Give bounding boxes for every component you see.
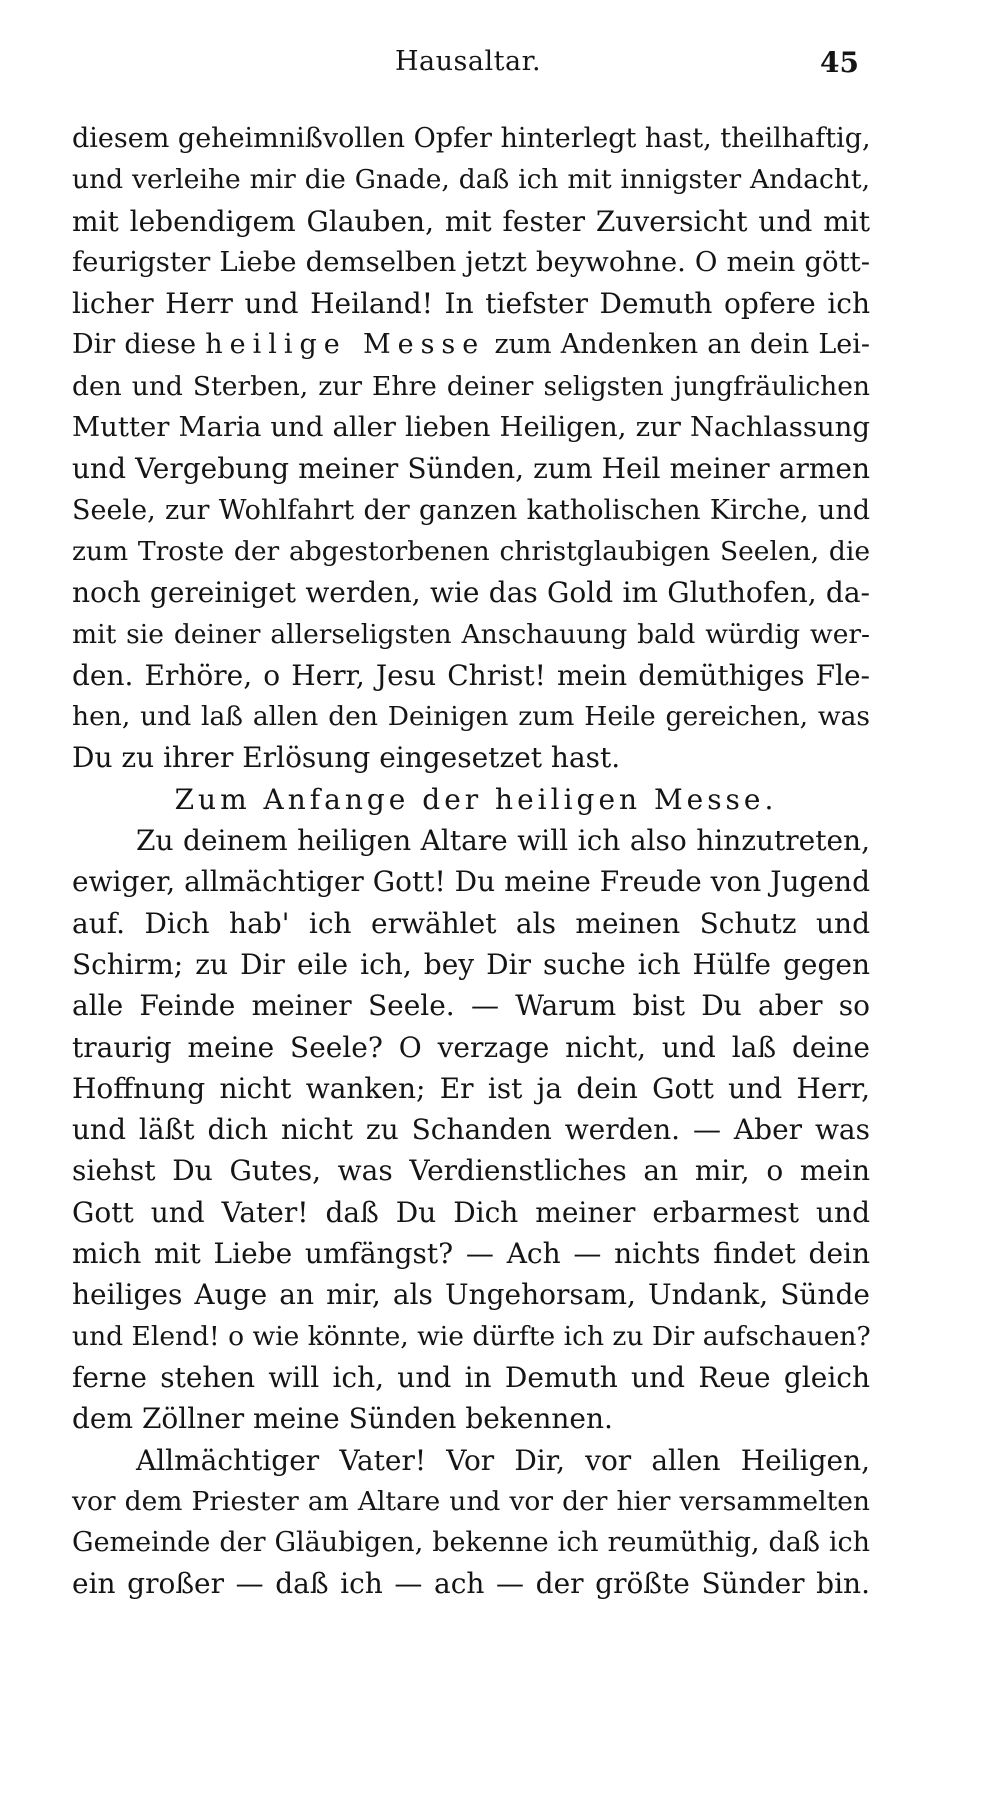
text-line: diesem geheimnißvollen Opfer hinterlegt hast, theilhaftig, (72, 123, 871, 154)
text-segment: Dir diese (72, 329, 197, 361)
text-line: Gemeinde der Gläubigen, bekenne ich reumüthig, daß ich (72, 1527, 870, 1559)
text-line: und läßt dich nicht zu Schanden werden. — Aber was (72, 1113, 870, 1147)
text-line: vor dem Priester am Altare und vor der hier versammelten (72, 1485, 870, 1517)
text-line: Du zu ihrer Erlösung eingesetzet hast. (72, 741, 621, 775)
text-line: auf. Dich hab' ich erwählet als meinen Schutz und (72, 906, 870, 940)
text-line: Schirm; zu Dir eile ich, bey Dir suche ich Hülfe gegen (72, 947, 870, 981)
body-text (72, 118, 870, 1605)
text-line: den und Sterben, zur Ehre deiner seligsten jungfräulichen (72, 370, 870, 402)
text-line: ferne stehen will ich, und in Demuth und Reue gleich (72, 1360, 870, 1394)
text-line: dem Zöllner meine Sünden bekennen. (72, 1402, 613, 1436)
running-head (0, 46, 1000, 86)
text-line: Zu deinem heiligen Altare will ich also hinzutreten, (136, 824, 870, 858)
text-line: siehst Du Gutes, was Verdienstliches an mir, o mein (72, 1154, 870, 1188)
text-line: licher Herr und Heiland! In tiefster Demuth opfere ich (72, 287, 870, 321)
text-segment: zum Andenken an dein Lei- (494, 329, 870, 361)
section-heading: Zum Anfange der heiligen Messe. (174, 782, 778, 816)
text-line: mit lebendigem Glauben, mit fester Zuversicht und mit (72, 204, 870, 238)
text-line: Seele, zur Wohlfahrt der ganzen katholischen Kirche, und (72, 494, 870, 526)
text-line: Allmächtiger Vater! Vor Dir, vor allen Heiligen, (136, 1443, 870, 1477)
text-line: Hoffnung nicht wanken; Er ist ja dein Gott und Herr, (72, 1071, 870, 1105)
text-line: alle Feinde meiner Seele. — Warum bist Du aber so (72, 989, 870, 1023)
text-line: Mutter Maria und aller lieben Heiligen, zur Nachlassung (72, 411, 870, 444)
text-line: und Elend! o wie könnte, wie dürfte ich zu Dir aufschauen? (72, 1320, 871, 1352)
paragraph-confession (72, 1440, 870, 1605)
text-line: und Vergebung meiner Sünden, zum Heil meiner armen (72, 452, 870, 486)
text-line: Gott und Vater! daß Du Dich meiner erbarmest und (72, 1195, 870, 1229)
text-line: den. Erhöre, o Herr, Jesu Christ! mein demüthiges Fle- (72, 658, 870, 692)
page-number: 45 (820, 46, 859, 79)
text-line: mich mit Liebe umfängst? — Ach — nichts findet dein (72, 1237, 870, 1271)
text-line: ein großer — daß ich — ach — der größte Sünder bin. (72, 1567, 870, 1601)
paragraph-approach-altar (72, 820, 870, 1439)
running-title: Hausaltar. (395, 46, 542, 77)
text-line: mit sie deiner allerseligsten Anschauung bald würdig wer- (72, 618, 870, 650)
emphasized-text: heilige Messe (205, 329, 486, 361)
text-line: zum Troste der abgestorbenen christglaubigen Seelen, die (72, 535, 870, 567)
paragraph-offering-prayer (72, 118, 870, 779)
text-line: heiliges Auge an mir, als Ungehorsam, Undank, Sünde (72, 1278, 870, 1312)
text-line: feurigster Liebe demselben jetzt beywohne. O mein gött- (72, 245, 870, 278)
text-line (72, 324, 870, 365)
text-line: ewiger, allmächtiger Gott! Du meine Freude von Jugend (72, 865, 870, 899)
text-line: hen, und laß allen den Deinigen zum Heile gereichen, was (72, 701, 870, 733)
text-line: traurig meine Seele? O verzage nicht, und laß deine (72, 1030, 870, 1064)
text-line: noch gereiniget werden, wie das Gold im Gluthofen, da- (72, 576, 870, 610)
text-line: und verleihe mir die Gnade, daß ich mit innigster Andacht, (72, 164, 870, 196)
